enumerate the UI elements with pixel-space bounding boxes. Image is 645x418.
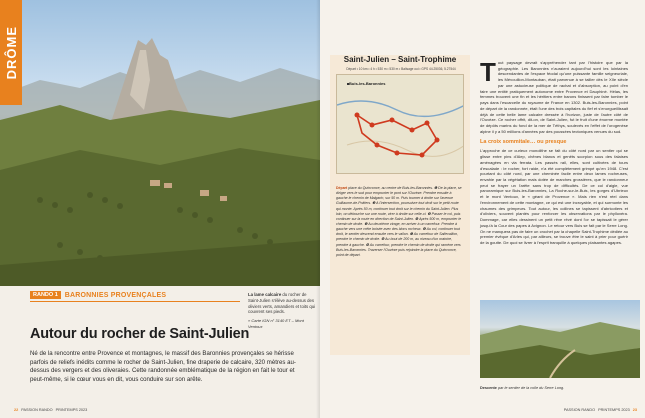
descent-illustration xyxy=(480,300,640,378)
rando-region: BARONNIES PROVENÇALES xyxy=(64,291,167,299)
folio-issue-right: PRINTEMPS 2023 xyxy=(598,408,630,412)
rando-divider xyxy=(30,301,240,302)
right-page xyxy=(320,0,645,418)
directions-start-label: Départ xyxy=(336,186,348,190)
page-number-left: 22 xyxy=(14,408,19,412)
article-body xyxy=(480,57,628,248)
folio-left xyxy=(14,408,87,412)
page-number-right: 23 xyxy=(632,408,637,412)
rocher-photo xyxy=(0,0,320,286)
rando-header xyxy=(30,291,166,299)
rando-badge: RANDO 1 xyxy=(30,291,61,299)
directions-text: place du Quinconce, au centre de Buis-les-Baronnies. ❶ De la place, se diriger vers le sud pour emprunter le pont sur l'Ouvèze. Prendre ensuite à gauche le chemin de Malgarin, sur 50 m. Puis tourner à droite sur l'avenue Guillaume-de-Poitiers. ❷ A l'intersection, poursuivre tout droit sur le petit route qui monte. Après 50 m, continuer tout droit sur le chemin du Saint-Julien. Plus loin, on débouche sur une route, virer à droite sur celle-ci. ❸ Passer le col, puis continuer sur la route en direction de Saint-Julien. ❹ Après 500 m, emprunter le chemin de droite. ❺ Au deuxième virage, en arriver à un carrefour. Prendre à gauche vers une crête boisée avec des blocs rocheux. ❻ Au col, continuer tout droit, le sentier descend ensuite vers le vallon. ❼ Au carrefour de Sallevaillon, prendre le chemin de droite. ❽ Au bout de 200 m, au niveau d'un oratoire, prendre à gauche. ❾ Au carrefour, prendre le chemin de droite qui ramène vers Buis-les-Baronnies. Traverser l'Ouvèze puis rejoindre la place du Quinconce, point de départ. xyxy=(336,186,462,257)
caption-bold: La lame calcaire xyxy=(248,292,282,297)
descent-caption-text: par le sentier de la colle du Serre Long. xyxy=(497,386,565,390)
descent-caption xyxy=(480,386,640,390)
route-title: Saint-Julien – Saint-Trophime xyxy=(343,55,457,64)
descent-caption-bold: Descente xyxy=(480,386,497,390)
body-text: L'approche de ce curieux monolithe se fait du côté nord par un sentier qui se glisse entre pins d'Alep, chênes blancs et genêts scorpion sous des falaises aménagées en via ferrata. Les passés rail, elles, sont cultivées de tours d'escalade : le rocher, fort raide, n'a été complètement grimpé qu'en 1948. C'est pourtant du côté nord, par une cheminée facile entre deux lames rocheuses, envahie par la végétation mais dotée de marches grossières, que le randonneur peut se frayer un l'arête sans trop de difficultés. De ce col d'aigle, vue panoramique sur Buis-les-Baronnies, La Roche-sur-le-Buis, les gorges d'Ubrieux et le mont Ventoux, le « géant de Provence ». Mais rien n'est réel dans l'environnement de cette montagne, ce qui est une incroyable, et qui surmonte les chaumes des grimpeurs. Tout autour, les collines se tapissent d'abricotiers et d'oliviers, souvent plantés pour renforcer les observations par le phylloxéra. Dommage, car elles dessinent un petit rêve rêvé dont l'or se tapissait le gérer jusqu'à la Cour des papes à Avignon. Le retour vers Buis se fait par le Serre Long. On ne manquera pas de faire un crochet par la chapelle Saint-Trophime dédiée au premier évêque d'Arles qui, par ailleurs, se trouve être le saint à prier pour guérir de la goutte. De quoi se livrer à l'esprit tranquille à quelques plaisantes agapes. xyxy=(480,148,628,246)
map-illustration xyxy=(337,75,464,174)
folio-issue-left: PRINTEMPS 2023 xyxy=(55,408,88,412)
body-subhead: La croix sommitale… ou presque xyxy=(480,138,567,145)
route-directions xyxy=(336,186,464,258)
left-page xyxy=(0,0,320,418)
folio-right xyxy=(564,408,637,412)
article-lede: Né de la rencontre entre Provence et montagnes, le massif des Baronnies provençales se hérisse parfois de reliefs inédits comme le rocher de Saint-Julien, fine draperie de calcaire, 320 mètres au-dessus des vergers et des oliveraies. Cette randonnée emblématique de la région en fait le tour et peut-même, si le cœur vous en dit, vous conduire sur son arête. xyxy=(30,350,296,383)
caption-credit: « Carte IGN n° 3140 ET – Mont Ventoux xyxy=(248,318,304,329)
map-town-label: Buis-les-Baronnies xyxy=(349,81,386,86)
photo-caption xyxy=(248,292,318,329)
folio-magazine-left: PASSION RANDO xyxy=(21,408,53,412)
folio-magazine-right: PASSION RANDO xyxy=(563,408,596,412)
route-box xyxy=(330,55,470,355)
route-map xyxy=(336,74,464,174)
landscape-illustration xyxy=(0,0,320,286)
caption-text: du rocher de Saint-Julien s'élève au-dessus des oliviers verts, amandiers et toits qui couvrent ses pieds. xyxy=(248,292,316,315)
article-title: Autour du rocher de Saint-Julien xyxy=(30,326,250,342)
descent-photo xyxy=(480,300,640,378)
region-tab-label: DRÔME xyxy=(3,25,19,80)
body-intro: out paysage devrait s'appréhender tant par l'histoire que par la géographie. Les Baronnies n'auraient aujourd'hui sont les lointaines descendantes de l'espace féodal qu'une puissante famille seigneuriale, les Mévouillon-Montauban, était parvenue à se tailler dès le XIIe siècle par une astucieuse politique de rachat et d'absorption, au point d'en faire une entité pratiquement autonome entre Provence et Dauphiné. Hélas, les femmes trouvent une fin et les héritiers entre barons finissent par faire tomber le pays dans l'escarcelle du royaume de France en 1302. Buis-les-Baronnies, point de départ de la randonnée, était l'une des trois capitales du fief et s'enorgueillissait déjà de cette belle lame calcaire dressée à l'horizon, juste de l'autre côté de l'Ouvèze. Ce rocher offrit, dit-on, de Saint-Julien, fut le fruit d'une énorme montée de dépôts marins du fond de la mer de Téthys, soulevés en l'effet de l'orogenèse alpine il y a 50 millions d'années par des poussées tectoniques venues du sud. xyxy=(480,60,628,134)
route-stats: Départ • 10 km • 4 h • 530 m • 530 m • Balisage oui • GPS 44.25036, 5.27544 xyxy=(346,67,456,71)
drop-cap: T xyxy=(480,57,496,87)
region-tab xyxy=(0,0,22,105)
